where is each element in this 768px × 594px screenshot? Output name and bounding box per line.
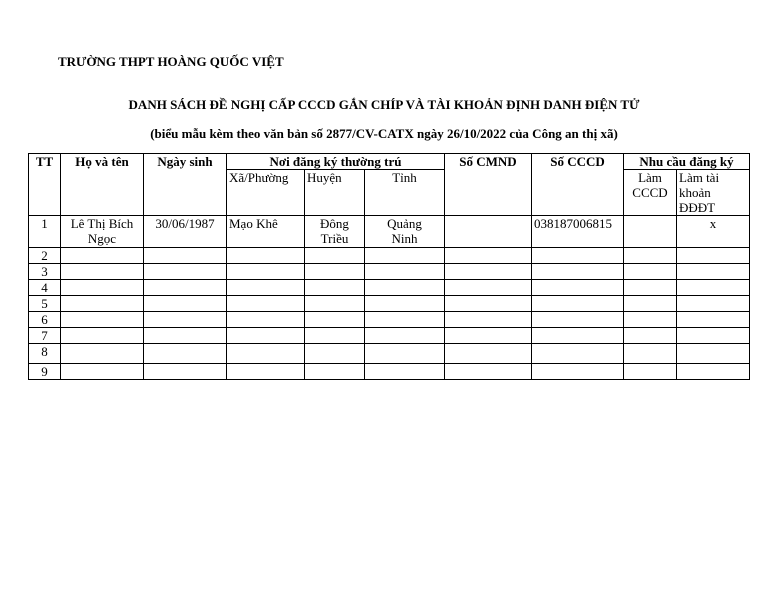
cell-dob (144, 280, 227, 296)
header-residence: Nơi đăng ký thường trú (227, 154, 445, 170)
cell-name-line1: Lê Thị Bích (70, 216, 134, 231)
cell-cccd (532, 328, 624, 344)
cell-province (365, 280, 445, 296)
cell-district (305, 280, 365, 296)
header-tt: TT (29, 154, 61, 216)
cell-tt: 8 (29, 344, 61, 364)
cell-cccd (532, 280, 624, 296)
cell-commune (227, 280, 305, 296)
cell-province (365, 344, 445, 364)
cell-commune (227, 248, 305, 264)
table-row (29, 280, 750, 296)
cell-lam-cccd (624, 364, 677, 380)
header-lam-cccd-line1: Làm (638, 170, 662, 185)
cell-name (61, 248, 144, 264)
header-lam-tk-line3: ĐĐĐT (679, 200, 716, 215)
cell-commune (227, 328, 305, 344)
cell-commune (227, 344, 305, 364)
cell-dob (144, 344, 227, 364)
cell-lam-cccd (624, 344, 677, 364)
cell-province (365, 248, 445, 264)
cell-district (305, 264, 365, 280)
cell-province-line2: Ninh (391, 231, 418, 246)
cell-name (61, 280, 144, 296)
cell-lam-cccd (624, 312, 677, 328)
cell-dob (144, 296, 227, 312)
cell-cmnd (445, 344, 532, 364)
cell-lam-tk (677, 328, 750, 344)
cell-lam-cccd (624, 280, 677, 296)
cell-dob (144, 264, 227, 280)
registration-table (28, 153, 750, 380)
cell-name (61, 312, 144, 328)
table-row (29, 328, 750, 344)
cell-cccd (532, 248, 624, 264)
cell-lam-tk (677, 280, 750, 296)
cell-tt: 2 (29, 248, 61, 264)
table-row (29, 312, 750, 328)
table-row (29, 344, 750, 364)
header-lam-cccd-line2: CCCD (632, 185, 668, 200)
cell-dob (144, 248, 227, 264)
cell-cmnd (445, 248, 532, 264)
cell-cmnd (445, 216, 532, 248)
cell-lam-cccd (624, 296, 677, 312)
table-row (29, 296, 750, 312)
header-lam-tk (677, 170, 750, 216)
table-row (29, 264, 750, 280)
cell-commune: Mạo Khê (227, 216, 305, 248)
header-dob: Ngày sinh (144, 154, 227, 216)
cell-dob (144, 328, 227, 344)
cell-tt: 3 (29, 264, 61, 280)
cell-cccd (532, 312, 624, 328)
cell-tt: 5 (29, 296, 61, 312)
cell-province (365, 312, 445, 328)
cell-name (61, 264, 144, 280)
cell-district (305, 328, 365, 344)
cell-commune (227, 264, 305, 280)
header-lam-tk-line1: Làm tài (679, 170, 720, 185)
cell-commune (227, 296, 305, 312)
cell-lam-tk (677, 344, 750, 364)
cell-dob: 30/06/1987 (144, 216, 227, 248)
cell-name (61, 344, 144, 364)
header-commune: Xã/Phường (227, 170, 305, 216)
header-province: Tỉnh (365, 170, 445, 216)
cell-dob (144, 364, 227, 380)
cell-province (365, 364, 445, 380)
cell-cccd: 038187006815 (532, 216, 624, 248)
cell-cmnd (445, 312, 532, 328)
cell-name-line2: Ngọc (87, 231, 117, 246)
cell-cmnd (445, 364, 532, 380)
cell-province (365, 296, 445, 312)
school-name: TRƯỜNG THPT HOÀNG QUỐC VIỆT (58, 54, 284, 69)
cell-district (305, 312, 365, 328)
table-header-row (29, 154, 750, 170)
cell-lam-tk (677, 248, 750, 264)
cell-district-line1: Đông (320, 216, 349, 231)
cell-cccd (532, 364, 624, 380)
cell-cccd (532, 344, 624, 364)
cell-lam-tk (677, 264, 750, 280)
header-lam-cccd (624, 170, 677, 216)
cell-lam-tk (677, 364, 750, 380)
cell-lam-tk (677, 296, 750, 312)
cell-commune (227, 312, 305, 328)
header-cmnd: Số CMND (445, 154, 532, 216)
cell-lam-tk: x (677, 216, 750, 248)
document-subtitle: (biểu mẫu kèm theo văn bản số 2877/CV-CATX ngày 26/10/2022 của Công an thị xã) (150, 126, 618, 141)
header-lam-tk-line2: khoản (679, 185, 711, 200)
cell-province (365, 328, 445, 344)
cell-name (61, 216, 144, 248)
cell-dob (144, 312, 227, 328)
cell-cmnd (445, 296, 532, 312)
cell-name (61, 296, 144, 312)
cell-commune (227, 364, 305, 380)
header-district: Huyện (305, 170, 365, 216)
cell-tt: 1 (29, 216, 61, 248)
table-row (29, 216, 750, 248)
cell-cmnd (445, 328, 532, 344)
cell-district (305, 216, 365, 248)
cell-tt: 4 (29, 280, 61, 296)
cell-cccd (532, 264, 624, 280)
cell-cccd (532, 296, 624, 312)
cell-lam-cccd (624, 328, 677, 344)
header-name: Họ và tên (61, 154, 144, 216)
cell-name (61, 328, 144, 344)
cell-tt: 6 (29, 312, 61, 328)
cell-lam-tk (677, 312, 750, 328)
cell-province (365, 216, 445, 248)
cell-tt: 7 (29, 328, 61, 344)
table-row (29, 248, 750, 264)
document-title: DANH SÁCH ĐỀ NGHỊ CẤP CCCD GẮN CHÍP VÀ TÀI KHOẢN ĐỊNH DANH ĐIỆN TỬ (128, 97, 640, 112)
cell-cmnd (445, 264, 532, 280)
cell-cmnd (445, 280, 532, 296)
cell-district (305, 248, 365, 264)
cell-district (305, 296, 365, 312)
cell-lam-cccd (624, 248, 677, 264)
header-cccd: Số CCCD (532, 154, 624, 216)
table-row (29, 364, 750, 380)
cell-district-line2: Triều (320, 231, 349, 246)
cell-tt: 9 (29, 364, 61, 380)
cell-lam-cccd (624, 264, 677, 280)
cell-province-line1: Quảng (387, 216, 422, 231)
cell-name (61, 364, 144, 380)
header-need: Nhu cầu đăng ký (624, 154, 750, 170)
cell-lam-cccd (624, 216, 677, 248)
cell-province (365, 264, 445, 280)
cell-district (305, 344, 365, 364)
cell-district (305, 364, 365, 380)
